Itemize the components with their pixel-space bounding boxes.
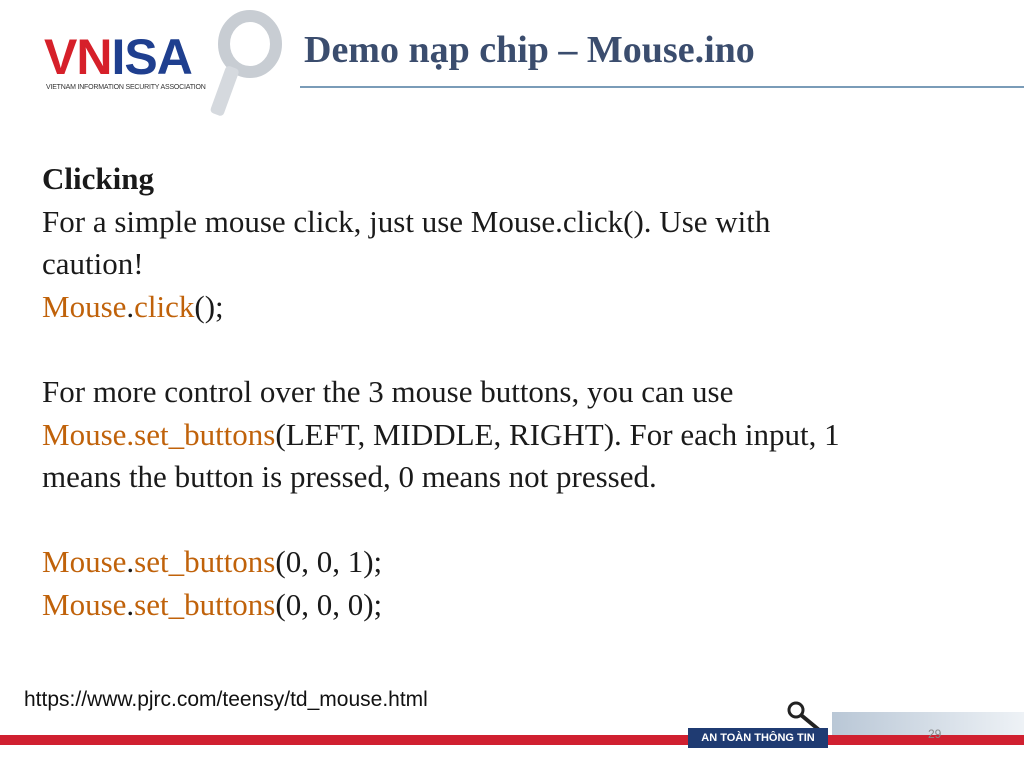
vnisa-logo bbox=[38, 10, 278, 120]
intro-text-line1: For a simple mouse click, just use Mouse.click(). Use with bbox=[42, 203, 771, 239]
logo-vn: VN bbox=[44, 29, 112, 85]
code-line-set-buttons-1 bbox=[42, 541, 1002, 584]
code-line-set-buttons-2 bbox=[42, 584, 1002, 627]
more-text-line3: means the button is pressed, 0 means not pressed. bbox=[42, 459, 657, 495]
code-dot: . bbox=[126, 586, 135, 622]
code-dot: . bbox=[126, 544, 135, 580]
code-object: Mouse bbox=[42, 544, 127, 580]
code-object: Mouse bbox=[42, 586, 127, 622]
logo-isa: ISA bbox=[111, 29, 192, 85]
section-heading: Clicking bbox=[42, 161, 154, 196]
slide-body bbox=[42, 158, 1002, 627]
logo-subtitle: VIETNAM INFORMATION SECURITY ASSOCIATION bbox=[46, 84, 206, 91]
page-number: 29 bbox=[928, 727, 942, 741]
code-tail: (); bbox=[194, 288, 224, 324]
footer-label: AN TOÀN THÔNG TIN bbox=[688, 728, 828, 748]
code-method: click bbox=[134, 288, 195, 324]
code-function: Mouse.set_buttons bbox=[42, 416, 276, 452]
more-text-rest: (LEFT, MIDDLE, RIGHT). For each input, 1 bbox=[275, 416, 840, 452]
code-method: set_buttons bbox=[134, 544, 276, 580]
code-object: Mouse bbox=[42, 288, 127, 324]
code-dot: . bbox=[126, 288, 135, 324]
footer-bar bbox=[0, 735, 1024, 745]
slide-title: Demo nạp chip – Mouse.ino bbox=[304, 29, 755, 71]
more-text-line2 bbox=[42, 414, 1002, 457]
title-divider bbox=[300, 86, 1024, 88]
code-line-click bbox=[42, 286, 1002, 329]
code-args: (0, 0, 0); bbox=[275, 586, 383, 622]
spacer bbox=[42, 499, 1002, 542]
spacer bbox=[42, 328, 1002, 371]
code-method: set_buttons bbox=[134, 586, 276, 622]
logo-wordmark bbox=[44, 29, 192, 85]
intro-text-line2: caution! bbox=[42, 246, 144, 282]
code-args: (0, 0, 1); bbox=[275, 544, 383, 580]
more-text-line1: For more control over the 3 mouse buttons, you can use bbox=[42, 373, 734, 409]
key-logo-icon bbox=[198, 10, 288, 120]
source-link[interactable]: https://www.pjrc.com/teensy/td_mouse.html bbox=[24, 688, 428, 711]
